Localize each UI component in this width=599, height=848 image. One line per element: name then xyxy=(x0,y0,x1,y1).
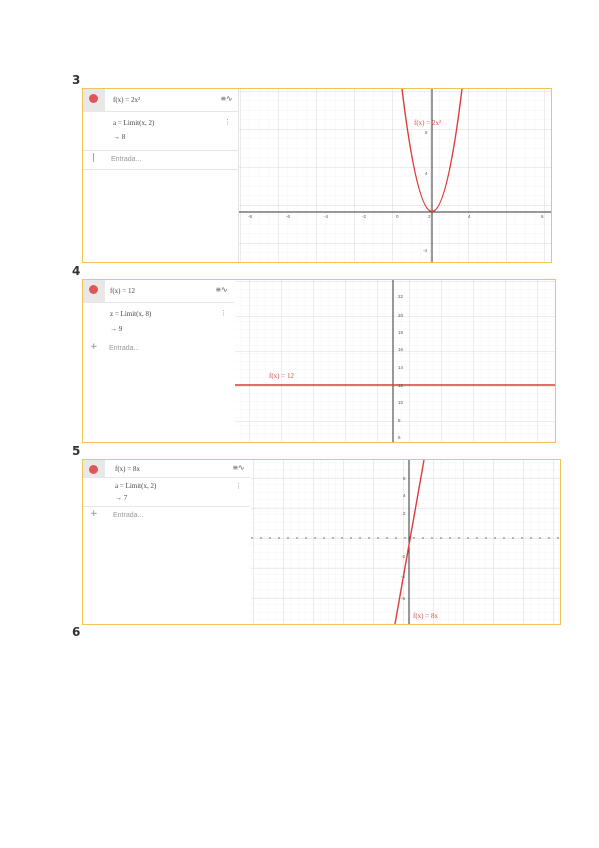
limit-command: a = Limit(x, 2) xyxy=(115,482,157,490)
x-tick: 4 xyxy=(468,214,471,219)
algebra-row-command[interactable] xyxy=(83,112,238,151)
limit-result: → 8 xyxy=(113,133,126,141)
visibility-marble-icon[interactable] xyxy=(83,460,105,477)
y-tick: 10 xyxy=(398,400,404,405)
algebra-view xyxy=(83,89,239,262)
x-tick: 2 xyxy=(428,214,431,219)
algebra-row-function[interactable] xyxy=(83,89,238,112)
x-tick: -8 xyxy=(248,214,253,219)
input-placeholder[interactable]: Entrada... xyxy=(109,345,140,352)
y-tick: -6 xyxy=(401,596,406,601)
y-tick: 12 xyxy=(398,383,404,388)
visibility-marble-icon[interactable] xyxy=(83,89,105,111)
x-tick: -6 xyxy=(286,214,291,219)
plus-icon[interactable]: | xyxy=(92,153,96,163)
y-tick: -2 xyxy=(401,554,406,559)
geogebra-panel-3 xyxy=(82,88,552,263)
x-tick: 6 xyxy=(541,214,544,219)
graph-canvas-5[interactable] xyxy=(251,460,560,624)
graph-canvas-4[interactable] xyxy=(235,280,555,442)
function-expression: f(x) = 2x² xyxy=(113,96,141,104)
algebra-row-function[interactable] xyxy=(83,280,234,303)
limit-result: → 9 xyxy=(110,325,123,333)
function-expression: f(x) = 8x xyxy=(115,465,140,473)
graph-function-label: f(x) = 8x xyxy=(413,612,438,620)
y-tick: 6 xyxy=(403,476,406,481)
graphics-view[interactable] xyxy=(235,280,555,442)
plus-icon[interactable]: + xyxy=(90,509,98,519)
x-tick: 0 xyxy=(396,214,399,219)
limit-command: a = Limit(x, 2) xyxy=(113,119,155,127)
y-tick: 2 xyxy=(403,511,406,516)
section-number-4: 4 xyxy=(72,264,81,278)
graphics-view[interactable] xyxy=(239,89,551,262)
y-tick: -4 xyxy=(401,574,406,579)
more-options-icon[interactable]: ⋮ xyxy=(235,482,242,490)
algebra-input-row[interactable] xyxy=(83,340,234,358)
section-number-3: 3 xyxy=(72,73,81,87)
function-expression: f(x) = 12 xyxy=(110,287,135,295)
more-options-icon[interactable]: ⋮ xyxy=(220,309,227,317)
section-number-6: 6 xyxy=(72,625,81,639)
limit-command: z = Limit(x, 8) xyxy=(110,310,152,318)
algebra-row-function[interactable] xyxy=(83,460,250,478)
limit-result: → 7 xyxy=(115,494,128,502)
y-tick: 22 xyxy=(398,294,404,299)
input-placeholder[interactable]: Entrada... xyxy=(111,156,142,163)
y-tick: 8 xyxy=(398,418,401,423)
graph-function-label: f(x) = 2x² xyxy=(414,119,442,127)
y-tick: 18 xyxy=(398,330,404,335)
algebra-view-toggle-icon[interactable]: ≡∿ xyxy=(216,285,228,294)
algebra-view xyxy=(83,280,234,442)
section-number-5: 5 xyxy=(72,444,81,458)
algebra-view-toggle-icon[interactable]: ≡∿ xyxy=(233,463,245,472)
y-tick: 16 xyxy=(398,347,404,352)
y-tick: 4 xyxy=(403,493,406,498)
geogebra-panel-4 xyxy=(82,279,556,443)
more-options-icon[interactable]: ⋮ xyxy=(224,118,231,126)
graphics-view[interactable] xyxy=(251,460,560,624)
y-tick: 14 xyxy=(398,365,404,370)
graph-canvas-3[interactable] xyxy=(239,89,551,262)
y-tick: 20 xyxy=(398,313,404,318)
plus-icon[interactable]: + xyxy=(90,342,98,352)
visibility-marble-icon[interactable] xyxy=(83,280,105,302)
y-tick: -4 xyxy=(423,248,428,253)
algebra-input-row[interactable] xyxy=(83,151,238,170)
algebra-row-command[interactable] xyxy=(83,478,250,507)
y-tick: 6 xyxy=(398,435,401,440)
algebra-view-toggle-icon[interactable]: ≡∿ xyxy=(221,94,233,103)
y-tick: 4 xyxy=(425,171,428,176)
y-tick: 8 xyxy=(425,130,428,135)
x-tick: -4 xyxy=(324,214,329,219)
x-tick: -2 xyxy=(362,214,367,219)
algebra-view xyxy=(83,460,250,624)
algebra-input-row[interactable] xyxy=(83,507,250,525)
geogebra-panel-5 xyxy=(82,459,561,625)
graph-function-label: f(x) = 12 xyxy=(269,372,294,380)
input-placeholder[interactable]: Entrada... xyxy=(113,512,144,519)
algebra-row-command[interactable] xyxy=(83,303,234,339)
